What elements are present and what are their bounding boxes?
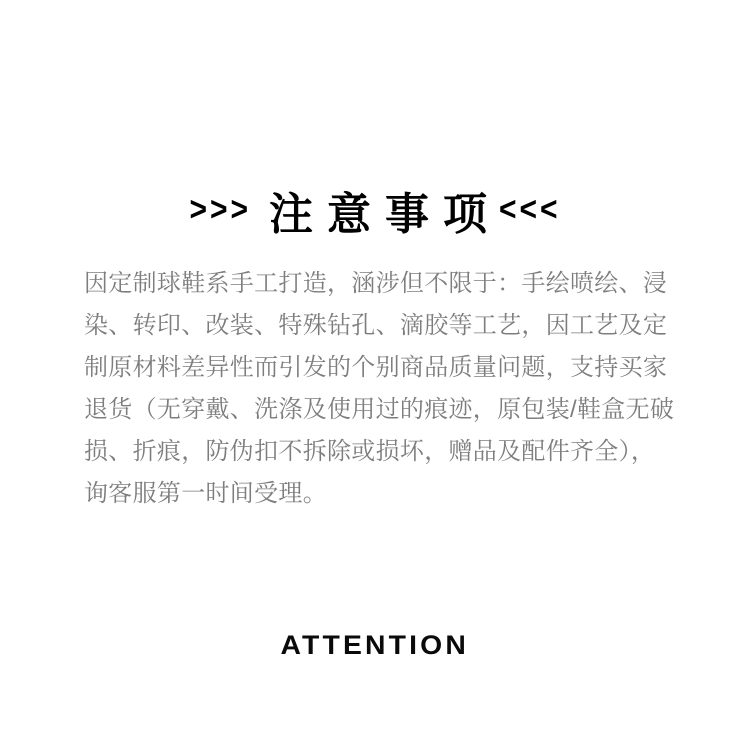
page-title — [0, 178, 750, 242]
title-left-arrows-icon: >>> — [189, 190, 251, 229]
notice-line: 退货（无穿戴、洗涤及使用过的痕迹，原包装/鞋盒无破 — [84, 396, 675, 423]
title-right-arrows-icon: <<< — [499, 190, 561, 229]
notice-line: 询客服第一时间受理。 — [84, 480, 327, 507]
notice-line: 损、折痕，防伪扣不拆除或损坏，赠品及配件齐全）， — [84, 438, 656, 465]
notice-paragraph — [84, 263, 704, 515]
footer-attention-label: ATTENTION — [280, 630, 470, 660]
page-title-text: 注意事项 — [269, 190, 501, 239]
footer — [0, 630, 750, 661]
notice-line: 染、转印、改装、特殊钻孔、滴胶等工艺，因工艺及定 — [84, 312, 668, 339]
notice-line: 制原材料差异性而引发的个别商品质量问题，支持买家 — [84, 354, 668, 381]
notice-line: 因定制球鞋系手工打造，涵涉但不限于：手绘喷绘、浸 — [84, 270, 668, 297]
